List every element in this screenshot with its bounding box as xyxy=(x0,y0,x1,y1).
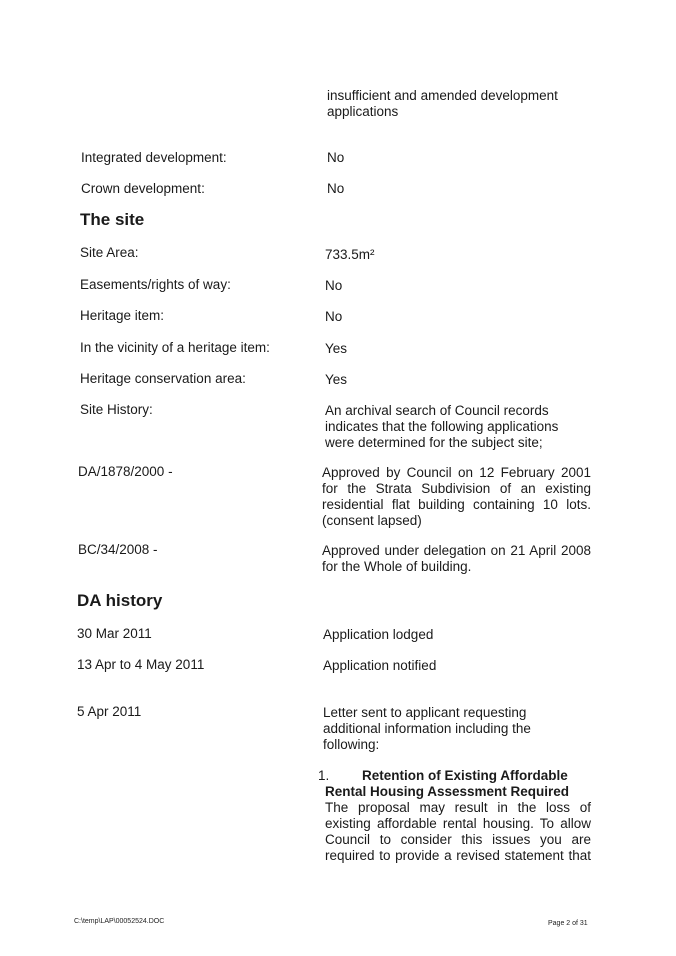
da-date-lodged: 30 Mar 2011 xyxy=(77,626,152,641)
field-label-crown-development: Crown development: xyxy=(81,181,205,196)
field-value-heritage-item: No xyxy=(325,309,343,324)
field-label-site-history: Site History: xyxy=(80,402,153,417)
field-value-easements: No xyxy=(325,278,343,293)
field-value-crown-development: No xyxy=(327,181,345,196)
da-date-letter: 5 Apr 2011 xyxy=(77,704,142,719)
section-heading-da-history: DA history xyxy=(77,591,163,610)
field-label-vicinity-heritage: In the vicinity of a heritage item: xyxy=(80,340,270,355)
continuation-line-2: applications xyxy=(327,104,399,119)
site-history-text: An archival search of Council records indicates that the following applications were determined for the subject site; xyxy=(325,403,559,450)
history-text-da-1878-2000: Approved by Council on 12 February 2001 for the Strata Subdivision of an existing residential flat building containing 10 lots. (consent lapsed) xyxy=(322,465,591,528)
numbered-item-title: Retention of Existing Affordable Rental Housing Assessment Required xyxy=(325,768,570,799)
field-label-integrated-development: Integrated development: xyxy=(81,150,227,165)
history-label-bc-34-2008: BC/34/2008 - xyxy=(78,542,158,557)
da-date-notified: 13 Apr to 4 May 2011 xyxy=(77,657,205,672)
field-label-conservation-area: Heritage conservation area: xyxy=(80,371,246,386)
field-value-integrated-development: No xyxy=(327,150,345,165)
footer-page-number: Page 2 of 31 xyxy=(548,920,588,927)
field-value-site-area: 733.5m² xyxy=(325,247,375,262)
history-text-bc-34-2008: Approved under delegation on 21 April 2008 for the Whole of building. xyxy=(322,543,591,574)
numbered-item-text: The proposal may result in the loss of existing affordable rental housing. To allow Council to consider this issues you are required to provide a revised statement that xyxy=(325,800,591,863)
field-label-easements: Easements/rights of way: xyxy=(80,277,231,292)
field-label-site-area: Site Area: xyxy=(80,245,139,260)
footer-file-path: C:\temp\LAP\00052524.DOC xyxy=(74,918,165,925)
section-heading-the-site: The site xyxy=(80,210,145,229)
da-event-notified: Application notified xyxy=(323,658,437,673)
field-label-heritage-item: Heritage item: xyxy=(80,308,165,323)
field-value-vicinity-heritage: Yes xyxy=(325,341,348,356)
da-event-letter: Letter sent to applicant requesting additional information including the following: xyxy=(323,705,531,752)
continuation-line-1: insufficient and amended development xyxy=(327,88,558,103)
numbered-item xyxy=(318,768,591,864)
history-label-da-1878-2000: DA/1878/2000 - xyxy=(78,464,173,479)
field-value-conservation-area: Yes xyxy=(325,372,348,387)
da-event-lodged: Application lodged xyxy=(323,627,434,642)
numbered-item-number: 1. xyxy=(318,768,330,783)
